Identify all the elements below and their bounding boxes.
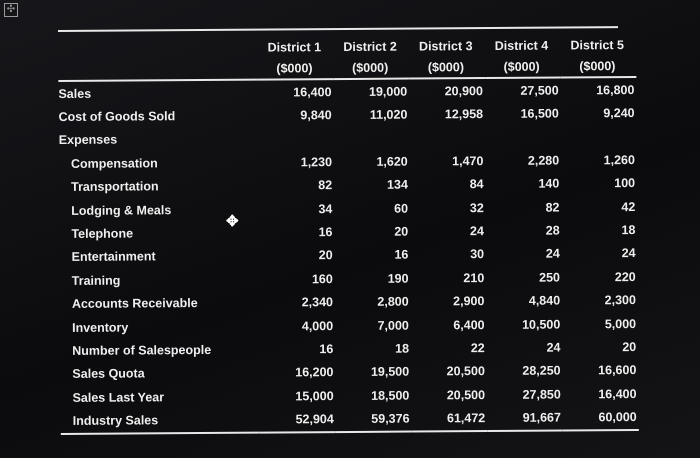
cell-value: 24 <box>545 246 560 262</box>
row-label: Training <box>71 273 121 288</box>
cell-value: 16 <box>394 247 409 263</box>
cell-value: 160 <box>311 271 333 287</box>
top-rule <box>58 26 618 32</box>
cell-value: 20 <box>622 339 637 355</box>
column-header: District 2 <box>343 39 397 54</box>
cell-value: 16,600 <box>598 363 637 378</box>
move-handle-icon[interactable]: ✣ <box>4 3 18 17</box>
cell-value <box>409 126 485 150</box>
move-cursor-icon: ✥ <box>226 213 239 230</box>
cell-value: 18,500 <box>371 388 410 403</box>
cell-value: 2,300 <box>604 293 636 308</box>
cell-value: 24 <box>546 340 561 355</box>
column-unit: ($000) <box>258 57 334 80</box>
district-data-table <box>58 26 639 435</box>
row-label: Entertainment <box>71 249 156 265</box>
cell-value: 9,840 <box>300 108 332 123</box>
cell-value: 20 <box>318 248 333 263</box>
cell-value: 2,800 <box>377 294 409 309</box>
cell-value: 5,000 <box>604 316 637 331</box>
cell-value: 16,500 <box>520 106 559 121</box>
cell-value: 250 <box>539 270 561 285</box>
cell-value: 34 <box>318 201 333 216</box>
cell-value: 2,340 <box>301 295 334 310</box>
cell-value: 22 <box>470 341 485 356</box>
row-label: Telephone <box>71 226 134 241</box>
row-label: Number of Salespeople <box>72 342 212 358</box>
cell-value: 19,000 <box>368 84 408 99</box>
cell-value: 19,500 <box>370 364 410 380</box>
cell-value: 82 <box>318 178 333 193</box>
row-label: Transportation <box>71 179 159 195</box>
row-label: Sales Quota <box>72 366 145 382</box>
cell-value: 11,020 <box>369 107 408 122</box>
cell-value: 220 <box>614 269 636 284</box>
cell-value: 30 <box>470 247 485 262</box>
cell-value: 28,250 <box>522 363 561 379</box>
column-unit: ($000) <box>560 55 636 78</box>
table-body <box>58 77 638 434</box>
row-label: Lodging & Meals <box>71 202 172 218</box>
units-spacer <box>58 58 257 81</box>
cell-value: 20,500 <box>446 387 486 403</box>
cell-value: 7,000 <box>377 318 409 333</box>
column-header: District 4 <box>494 38 549 53</box>
cell-value: 28 <box>545 223 560 238</box>
column-unit: ($000) <box>409 56 485 79</box>
cell-value: 1,620 <box>376 154 408 169</box>
row-label: Expenses <box>58 133 118 148</box>
column-header: District 5 <box>570 37 625 52</box>
header-spacer <box>58 37 257 59</box>
cell-value: 91,667 <box>487 406 563 431</box>
cell-value: 1,260 <box>603 152 635 168</box>
cell-value: 32 <box>469 200 484 215</box>
cell-value: 82 <box>545 200 560 215</box>
cell-value: 27,500 <box>520 83 559 98</box>
cell-value: 61,472 <box>411 406 487 431</box>
cell-value <box>485 125 561 149</box>
cell-value: 16,200 <box>295 365 334 380</box>
cell-value: 16 <box>318 225 333 240</box>
cell-value: 210 <box>463 270 485 285</box>
cell-value: 2,900 <box>453 294 485 309</box>
cell-value: 20 <box>394 224 409 239</box>
cell-value <box>561 125 637 149</box>
cell-value: 24 <box>469 224 484 239</box>
row-label: Accounts Receivable <box>71 296 198 312</box>
column-unit: ($000) <box>333 57 409 80</box>
cell-value: 100 <box>614 176 636 191</box>
cell-value <box>334 126 410 150</box>
cell-value: 134 <box>386 177 408 192</box>
cell-value: 42 <box>621 199 636 214</box>
column-header: District 1 <box>267 39 322 55</box>
cell-value <box>258 127 334 151</box>
row-label: Cost of Goods Sold <box>58 109 176 125</box>
cell-value: 60 <box>394 201 409 216</box>
cell-value: 16,400 <box>293 84 332 100</box>
cell-value: 12,958 <box>444 107 484 122</box>
row-label: Compensation <box>70 156 158 171</box>
cell-value: 24 <box>621 246 636 261</box>
cell-value: 1,470 <box>452 153 484 169</box>
cell-value: 18 <box>621 223 636 238</box>
cell-value: 20,500 <box>446 364 485 379</box>
cell-value: 1,230 <box>300 154 333 170</box>
cell-value: 15,000 <box>295 388 334 404</box>
table-row <box>61 405 639 433</box>
cell-value: 18 <box>395 341 410 356</box>
cell-value: 20,900 <box>444 83 483 98</box>
cell-value: 9,240 <box>603 106 635 121</box>
cell-value: 2,280 <box>527 153 560 168</box>
cell-value: 16 <box>319 342 334 357</box>
row-label: Industry Sales <box>61 408 261 434</box>
cell-value: 4,000 <box>301 318 334 333</box>
cell-value: 52,904 <box>260 408 336 433</box>
column-header: District 3 <box>418 38 473 53</box>
cell-value: 140 <box>538 176 560 191</box>
row-label: Sales <box>58 86 92 101</box>
cell-value: 16,400 <box>598 386 637 402</box>
row-label: Inventory <box>72 320 129 335</box>
cell-value: 60,000 <box>563 405 639 430</box>
column-unit: ($000) <box>485 55 561 78</box>
cell-value: 190 <box>387 271 409 286</box>
cell-value: 84 <box>469 177 484 192</box>
cell-value: 10,500 <box>522 317 561 332</box>
row-label: Sales Last Year <box>72 390 165 405</box>
cell-value: 4,840 <box>528 293 561 308</box>
cell-value: 16,800 <box>596 82 635 97</box>
cell-value: 59,376 <box>336 407 412 432</box>
cell-value: 6,400 <box>453 317 485 332</box>
cell-value: 27,850 <box>522 387 561 402</box>
